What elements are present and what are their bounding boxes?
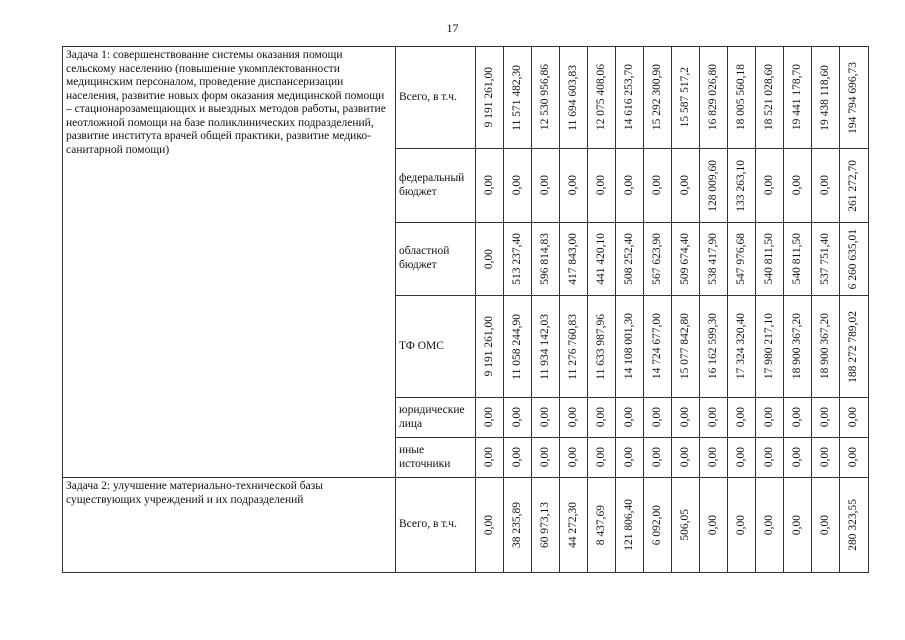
amount-value: 0,00 [706, 447, 719, 468]
amount-cell [812, 438, 840, 478]
amount-cell [476, 47, 504, 149]
amount-cell [532, 223, 560, 296]
amount-value: 0,00 [847, 447, 860, 468]
amount-cell [476, 478, 504, 573]
amount-cell [728, 398, 756, 438]
amount-value: 0,00 [790, 447, 803, 468]
amount-value: 509 674,40 [678, 233, 691, 285]
amount-value: 0,00 [818, 175, 831, 196]
amount-cell [700, 296, 728, 398]
amount-value: 506,05 [678, 509, 691, 541]
amount-value: 19 438 118,60 [818, 64, 831, 131]
amount-cell [672, 223, 700, 296]
amount-value: 11 633 987,96 [594, 313, 607, 380]
amount-cell [588, 149, 616, 223]
amount-cell [840, 47, 869, 149]
amount-cell [616, 296, 644, 398]
amount-cell [560, 438, 588, 478]
amount-value: 0,00 [566, 175, 579, 196]
amount-value: 194 794 696,73 [847, 61, 860, 134]
amount-value: 0,00 [538, 175, 551, 196]
amount-value: 0,00 [566, 447, 579, 468]
amount-cell [504, 438, 532, 478]
amount-value: 0,00 [622, 175, 635, 196]
amount-cell [700, 223, 728, 296]
amount-value: 0,00 [762, 447, 775, 468]
amount-value: 547 976,68 [734, 233, 747, 285]
amount-value: 11 058 244,90 [510, 313, 523, 380]
table-row [63, 47, 869, 149]
amount-value: 0,00 [650, 175, 663, 196]
amount-value: 14 724 677,00 [650, 313, 663, 380]
amount-value: 38 235,89 [510, 502, 523, 548]
amount-value: 0,00 [678, 407, 691, 428]
amount-cell [532, 296, 560, 398]
amount-value: 133 263,10 [734, 159, 747, 212]
amount-value: 6 260 635,01 [847, 228, 860, 290]
amount-cell [672, 47, 700, 149]
amount-cell [812, 398, 840, 438]
amount-cell [560, 223, 588, 296]
amount-value: 0,00 [622, 447, 635, 468]
amount-value: 0,00 [510, 175, 523, 196]
amount-value: 540 811,50 [762, 233, 775, 285]
amount-cell [616, 149, 644, 223]
amount-value: 0,00 [762, 407, 775, 428]
amount-cell [672, 398, 700, 438]
amount-cell [532, 149, 560, 223]
amount-cell [560, 47, 588, 149]
amount-value: 0,00 [790, 175, 803, 196]
amount-value: 537 751,40 [818, 233, 831, 285]
amount-cell [840, 478, 869, 573]
amount-value: 441 420,10 [594, 233, 607, 285]
amount-value: 11 276 760,83 [566, 313, 579, 380]
amount-value: 0,00 [706, 514, 719, 536]
amount-value: 18 521 028,60 [762, 64, 775, 131]
amount-cell [476, 398, 504, 438]
amount-value: 0,00 [650, 447, 663, 468]
amount-cell [756, 149, 784, 223]
amount-cell [588, 438, 616, 478]
amount-cell [840, 296, 869, 398]
amount-value: 0,00 [790, 514, 803, 536]
amount-cell [504, 149, 532, 223]
funding-source: Всего, в т.ч. [396, 47, 476, 149]
amount-value: 128 009,60 [706, 159, 719, 212]
amount-cell [644, 296, 672, 398]
amount-value: 0,00 [622, 407, 635, 428]
task-description: Задача 2: улучшение материально-технической базы существующих учреждений и их подразделений [63, 478, 396, 573]
amount-cell [560, 149, 588, 223]
amount-cell [812, 149, 840, 223]
amount-cell [756, 223, 784, 296]
amount-value: 8 437,69 [594, 504, 607, 546]
amount-value: 0,00 [650, 407, 663, 428]
amount-value: 0,00 [594, 447, 607, 468]
amount-cell [812, 47, 840, 149]
amount-cell [700, 47, 728, 149]
amount-cell [644, 438, 672, 478]
amount-cell [784, 398, 812, 438]
amount-cell [588, 296, 616, 398]
amount-cell [756, 47, 784, 149]
amount-value: 44 272,30 [566, 502, 579, 548]
amount-cell [504, 398, 532, 438]
page-number: 17 [446, 21, 459, 35]
amount-value: 513 237,40 [510, 233, 523, 285]
amount-value: 18 900 367,20 [790, 313, 803, 380]
amount-cell [560, 398, 588, 438]
amount-cell [616, 438, 644, 478]
amount-value: 16 162 599,30 [706, 313, 719, 380]
amount-cell [616, 47, 644, 149]
amount-value: 18 005 560,18 [734, 64, 747, 131]
amount-value: 0,00 [538, 407, 551, 428]
table-row [63, 478, 869, 573]
amount-value: 567 623,90 [650, 233, 663, 285]
amount-cell [616, 478, 644, 573]
amount-value: 0,00 [678, 175, 691, 196]
amount-cell [672, 438, 700, 478]
amount-value: 417 843,00 [566, 233, 579, 285]
funding-source: юридические лица [396, 398, 476, 438]
amount-cell [756, 478, 784, 573]
funding-source: областной бюджет [396, 223, 476, 296]
amount-cell [784, 296, 812, 398]
amount-value: 0,00 [482, 407, 495, 428]
amount-cell [588, 223, 616, 296]
amount-cell [532, 398, 560, 438]
amount-cell [840, 398, 869, 438]
amount-cell [756, 398, 784, 438]
amount-value: 0,00 [762, 514, 775, 536]
amount-value: 0,00 [482, 514, 495, 536]
amount-value: 540 811,50 [790, 233, 803, 285]
amount-cell [784, 478, 812, 573]
amount-value: 0,00 [482, 175, 495, 196]
amount-cell [728, 438, 756, 478]
amount-cell [756, 296, 784, 398]
amount-value: 6 092,00 [650, 504, 663, 546]
amount-cell [532, 478, 560, 573]
amount-cell [840, 149, 869, 223]
amount-value: 19 441 178,70 [790, 64, 803, 131]
amount-cell [784, 149, 812, 223]
amount-cell [672, 296, 700, 398]
amount-cell [644, 223, 672, 296]
amount-cell [700, 149, 728, 223]
amount-cell [756, 438, 784, 478]
amount-value: 0,00 [482, 447, 495, 468]
amount-value: 0,00 [594, 407, 607, 428]
amount-cell [840, 438, 869, 478]
amount-value: 0,00 [847, 407, 860, 428]
amount-cell [700, 478, 728, 573]
amount-cell [560, 478, 588, 573]
amount-cell [812, 478, 840, 573]
amount-value: 0,00 [678, 447, 691, 468]
amount-cell [728, 478, 756, 573]
amount-value: 0,00 [566, 407, 579, 428]
amount-cell [504, 296, 532, 398]
amount-cell [560, 296, 588, 398]
amount-value: 0,00 [510, 447, 523, 468]
amount-value: 0,00 [818, 407, 831, 428]
amount-value: 60 973,13 [538, 502, 551, 548]
amount-cell [476, 149, 504, 223]
amount-cell [644, 478, 672, 573]
amount-cell [700, 438, 728, 478]
amount-cell [728, 296, 756, 398]
amount-cell [476, 223, 504, 296]
amount-value: 14 616 253,70 [622, 64, 635, 131]
amount-value: 538 417,90 [706, 233, 719, 285]
amount-value: 11 934 142,03 [538, 313, 551, 380]
amount-cell [476, 438, 504, 478]
amount-value: 0,00 [734, 447, 747, 468]
amount-value: 0,00 [706, 407, 719, 428]
amount-cell [504, 223, 532, 296]
amount-value: 596 814,83 [538, 233, 551, 285]
amount-cell [504, 478, 532, 573]
funding-source: ТФ ОМС [396, 296, 476, 398]
amount-cell [532, 438, 560, 478]
amount-value: 188 272 789,02 [847, 310, 860, 383]
amount-cell [728, 223, 756, 296]
amount-cell [728, 47, 756, 149]
amount-cell [840, 223, 869, 296]
amount-cell [784, 223, 812, 296]
amount-cell [784, 438, 812, 478]
amount-value: 17 324 320,40 [734, 313, 747, 380]
amount-cell [672, 478, 700, 573]
amount-cell [588, 47, 616, 149]
amount-value: 17 980 217,10 [762, 313, 775, 380]
funding-source: федеральный бюджет [396, 149, 476, 223]
financing-table [62, 46, 869, 573]
amount-cell [616, 398, 644, 438]
amount-value: 0,00 [790, 407, 803, 428]
amount-cell [700, 398, 728, 438]
amount-value: 0,00 [818, 447, 831, 468]
amount-value: 0,00 [594, 175, 607, 196]
amount-value: 0,00 [482, 248, 495, 270]
amount-value: 15 077 842,80 [678, 313, 691, 380]
amount-value: 12 530 956,86 [538, 64, 551, 131]
amount-value: 280 323,55 [847, 499, 860, 551]
financing-table-body [63, 47, 869, 573]
amount-value: 0,00 [538, 447, 551, 468]
amount-value: 0,00 [734, 514, 747, 536]
amount-value: 16 829 026,80 [706, 64, 719, 131]
amount-value: 11 571 482,30 [510, 64, 523, 131]
amount-value: 0,00 [734, 407, 747, 428]
amount-value: 0,00 [762, 175, 775, 196]
amount-value: 261 272,70 [847, 159, 860, 212]
amount-value: 0,00 [510, 407, 523, 428]
amount-cell [644, 149, 672, 223]
amount-value: 12 075 408,06 [594, 64, 607, 131]
amount-cell [588, 398, 616, 438]
task-description: Задача 1: совершенствование системы оказания помощи сельскому населению (повышение укомплектованности медицинским персоналом, проведение диспансеризации населения, развитие новых форм оказания медицинской помощи – стационарозамещающих и выездных методов работы, развитие неотложной помощи на базе поликлинических подразделений, развитие института врачей общей практики, развитие медико-санитарной помощи) [63, 47, 396, 478]
amount-cell [728, 149, 756, 223]
amount-cell [812, 296, 840, 398]
amount-cell [616, 223, 644, 296]
amount-cell [644, 47, 672, 149]
funding-source: иные источники [396, 438, 476, 478]
amount-cell [784, 47, 812, 149]
amount-cell [588, 478, 616, 573]
amount-cell [532, 47, 560, 149]
amount-value: 14 108 001,30 [622, 313, 635, 380]
amount-value: 121 806,40 [622, 499, 635, 551]
amount-cell [812, 223, 840, 296]
amount-value: 18 900 367,20 [818, 313, 831, 380]
amount-value: 508 252,40 [622, 233, 635, 285]
amount-value: 0,00 [818, 514, 831, 536]
amount-cell [644, 398, 672, 438]
amount-value: 11 694 603,83 [566, 64, 579, 131]
amount-value: 15 292 300,90 [650, 64, 663, 131]
amount-cell [504, 47, 532, 149]
amount-cell [476, 296, 504, 398]
funding-source: Всего, в т.ч. [396, 478, 476, 573]
amount-value: 15 587 517,2 [678, 67, 691, 128]
amount-cell [672, 149, 700, 223]
amount-value: 9 191 261,00 [482, 316, 495, 377]
amount-value: 9 191 261,00 [482, 67, 495, 128]
